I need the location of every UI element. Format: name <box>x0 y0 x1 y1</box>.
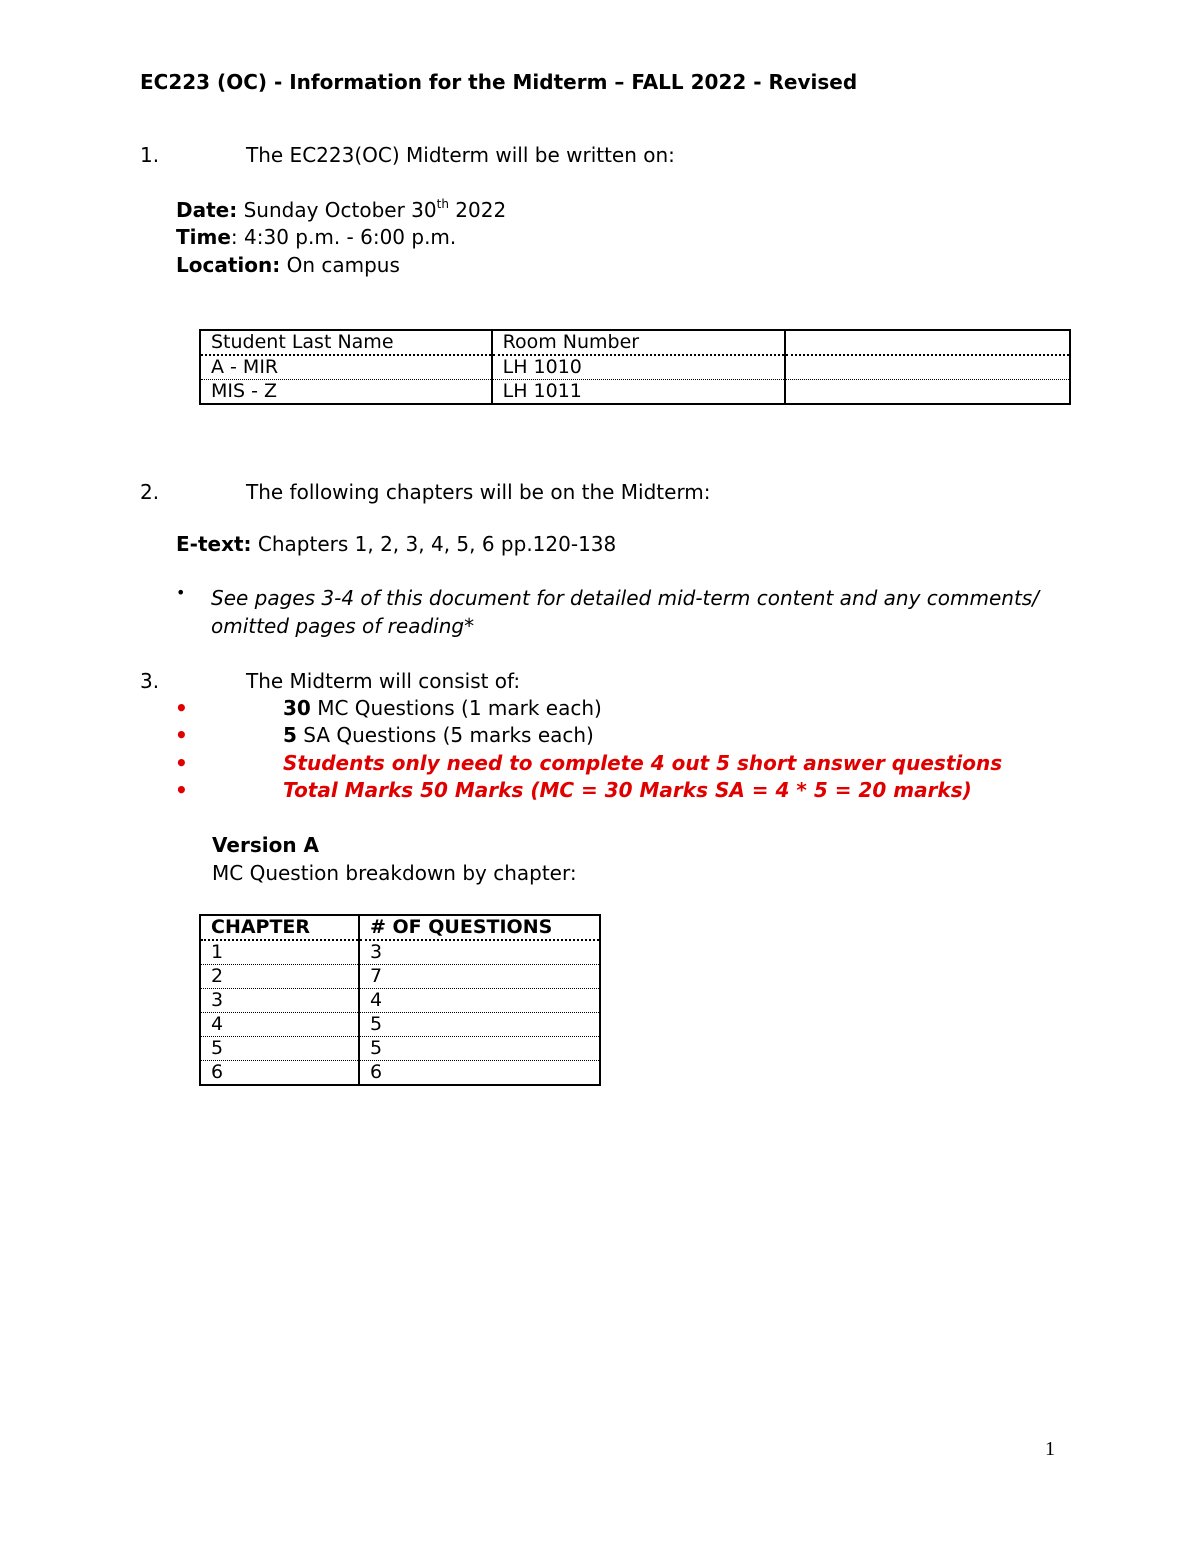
bullet-icon: • <box>175 751 188 775</box>
table-cell: 4 <box>359 989 600 1013</box>
time-line <box>176 225 456 249</box>
rooms-table <box>199 329 1071 405</box>
date-value: Sunday October 30 <box>243 198 437 222</box>
note-line-2: omitted pages of reading* <box>211 614 475 638</box>
item-number-3: 3. <box>140 669 160 693</box>
sa-line <box>283 723 594 747</box>
location-value: On campus <box>286 253 400 277</box>
table-cell: 3 <box>200 989 359 1013</box>
location-label: Location: <box>176 253 281 277</box>
etext-value: Chapters 1, 2, 3, 4, 5, 6 pp.120-138 <box>257 532 617 556</box>
table-cell: 5 <box>200 1037 359 1061</box>
table-cell: 2 <box>200 965 359 989</box>
location-line <box>176 253 400 277</box>
table-cell: 6 <box>359 1061 600 1086</box>
date-year: 2022 <box>448 198 507 222</box>
version-title: Version A <box>212 833 319 857</box>
table-header-cell: Room Number <box>492 330 785 355</box>
table-header-cell <box>785 330 1070 355</box>
table-cell: LH 1011 <box>492 380 785 405</box>
page-number: 1 <box>1045 1438 1055 1460</box>
chapters-table <box>199 914 601 1086</box>
table-cell <box>785 355 1070 380</box>
item-text-2: The following chapters will be on the Midterm: <box>246 480 711 504</box>
page-title: EC223 (OC) - Information for the Midterm – FALL 2022 - Revised <box>140 70 858 94</box>
table-header-cell: # OF QUESTIONS <box>359 915 600 940</box>
table-row <box>200 940 600 965</box>
time-label: Time <box>176 225 231 249</box>
table-cell: 5 <box>359 1037 600 1061</box>
bullet-icon: • <box>175 696 188 720</box>
date-line <box>176 198 506 222</box>
chapters-table-header <box>200 915 600 940</box>
mc-line <box>283 696 602 720</box>
table-cell: A - MIR <box>200 355 492 380</box>
table-header-cell: CHAPTER <box>200 915 359 940</box>
sa-count: 5 <box>283 723 297 747</box>
table-cell: LH 1010 <box>492 355 785 380</box>
table-row <box>200 1013 600 1037</box>
table-row <box>200 965 600 989</box>
item-text-1: The EC223(OC) Midterm will be written on: <box>246 143 675 167</box>
table-row <box>200 1061 600 1086</box>
table-cell <box>785 380 1070 405</box>
note-bullet: • <box>176 583 186 602</box>
table-cell: 5 <box>359 1013 600 1037</box>
time-colon: : <box>230 225 238 249</box>
sa-text: SA Questions (5 marks each) <box>296 723 594 747</box>
mc-count: 30 <box>283 696 311 720</box>
table-row <box>200 355 1070 380</box>
rooms-table-header <box>200 330 1070 355</box>
table-row <box>200 380 1070 405</box>
sa-note: Students only need to complete 4 out 5 short answer questions <box>283 751 1003 775</box>
total-marks: Total Marks 50 Marks (MC = 30 Marks SA = 4 * 5 = 20 marks) <box>283 778 972 802</box>
item-text-3: The Midterm will consist of: <box>246 669 521 693</box>
mc-text: MC Questions (1 mark each) <box>310 696 602 720</box>
table-cell: 3 <box>359 940 600 965</box>
table-row <box>200 989 600 1013</box>
table-row <box>200 1037 600 1061</box>
etext-label: E-text: <box>176 532 252 556</box>
table-cell: MIS - Z <box>200 380 492 405</box>
date-label: Date: <box>176 198 238 222</box>
item-number-2: 2. <box>140 480 160 504</box>
time-value: 4:30 p.m. - 6:00 p.m. <box>244 225 457 249</box>
table-cell: 1 <box>200 940 359 965</box>
date-suffix: th <box>436 197 449 211</box>
note-line-1: See pages 3-4 of this document for detailed mid-term content and any comments/ <box>211 586 1039 610</box>
etext-line <box>176 532 616 556</box>
table-cell: 6 <box>200 1061 359 1086</box>
table-header-cell: Student Last Name <box>200 330 492 355</box>
table-cell: 4 <box>200 1013 359 1037</box>
bullet-icon: • <box>175 723 188 747</box>
table-cell: 7 <box>359 965 600 989</box>
item-number-1: 1. <box>140 143 160 167</box>
bullet-icon: • <box>175 778 188 802</box>
version-subtitle: MC Question breakdown by chapter: <box>212 861 577 885</box>
